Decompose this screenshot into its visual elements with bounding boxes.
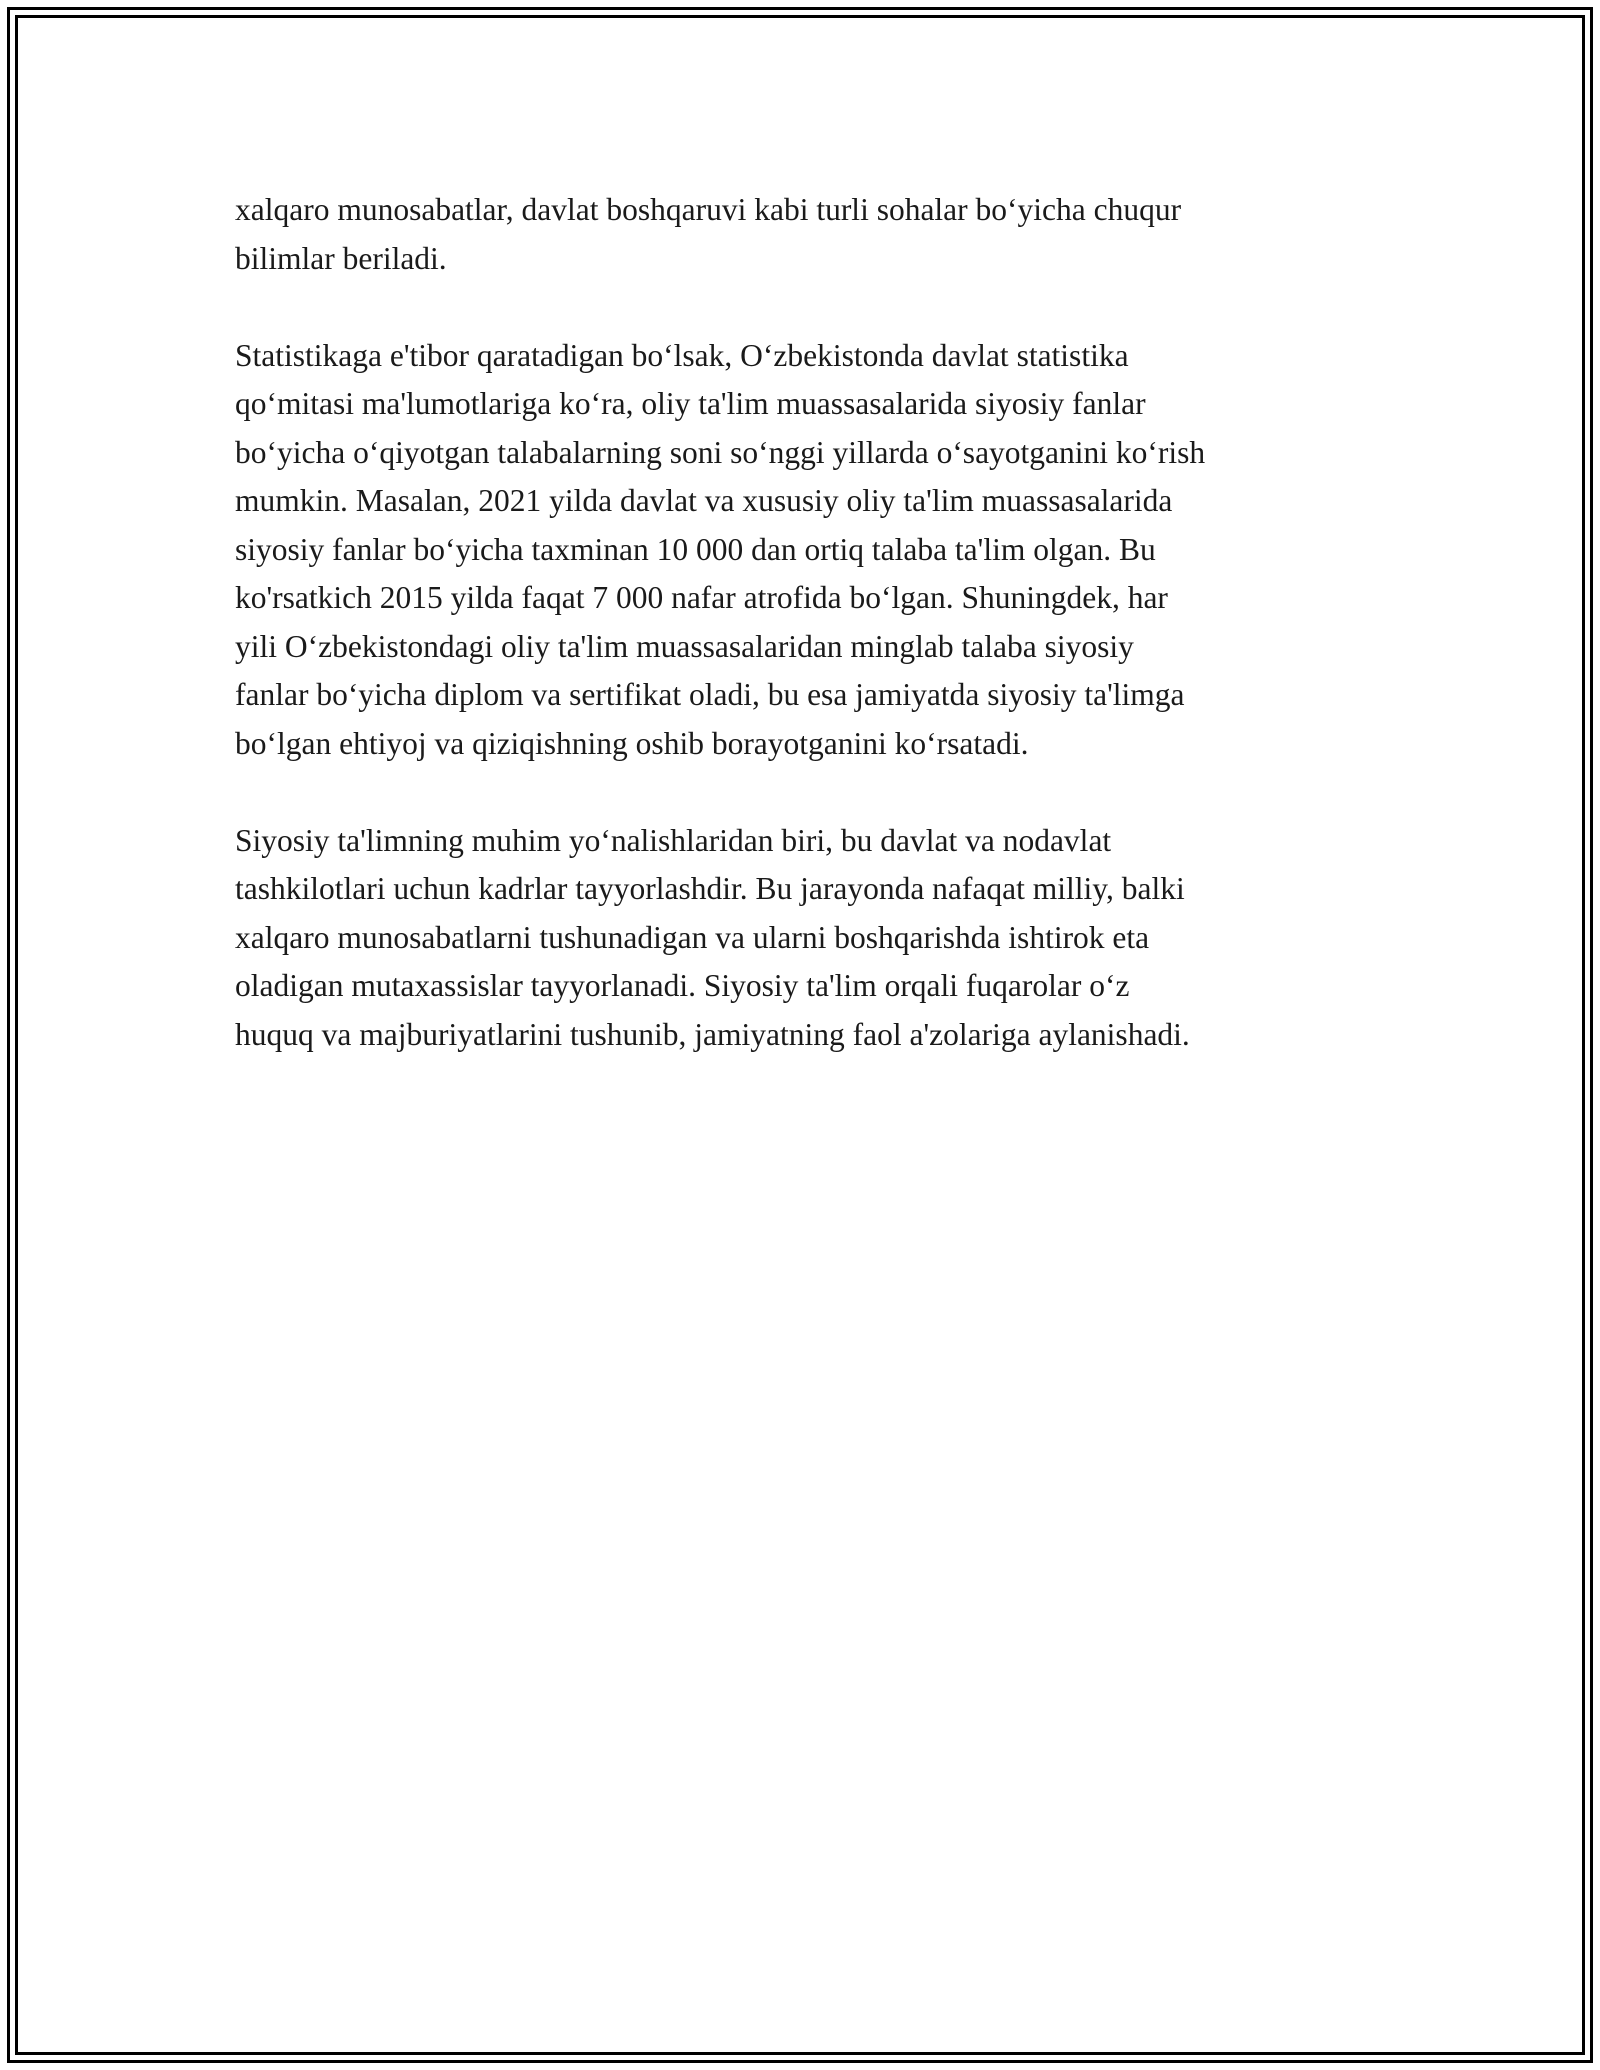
text-line: xalqaro munosabatlar, davlat boshqaruvi kabi turli sohalar bo‘yicha chuqur — [235, 192, 1182, 227]
text-line: bo‘lgan ehtiyoj va qiziqishning oshib borayotganini ko‘rsatadi. — [235, 725, 1029, 761]
text-line: yili O‘zbekistondagi oliy ta'lim muassasalaridan minglab talaba siyosiy — [235, 628, 1134, 664]
text-line: siyosiy fanlar bo‘yicha taxminan 10 000 dan ortiq talaba ta'lim olgan. Bu — [235, 531, 1156, 567]
text-line: qo‘mitasi ma'lumotlariga ko‘ra, oliy ta'lim muassasalarida siyosiy fanlar — [235, 386, 1146, 421]
text-line: Siyosiy ta'limning muhim yo‘nalishlaridan biri, bu davlat va nodavlat — [235, 822, 1112, 858]
text-line: oladigan mutaxassislar tayyorlanadi. Siyosiy ta'lim orqali fuqarolar o‘z — [235, 968, 1130, 1003]
document-body — [235, 186, 1395, 1108]
text-line: huquq va majburiyatlarini tushunib, jamiyatning faol a'zolariga aylanishadi. — [235, 1016, 1190, 1052]
paragraph-2 — [235, 332, 1395, 769]
text-line: mumkin. Masalan, 2021 yilda davlat va xususiy oliy ta'lim muassasalarida — [235, 483, 1173, 518]
text-line: fanlar bo‘yicha diplom va sertifikat oladi, bu esa jamiyatda siyosiy ta'limga — [235, 677, 1185, 712]
text-line: bo‘yicha o‘qiyotgan talabalarning soni so‘nggi yillarda o‘sayotganini ko‘rish — [235, 434, 1206, 470]
text-line: Statistikaga e'tibor qaratadigan bo‘lsak, O‘zbekistonda davlat statistika — [235, 337, 1129, 373]
text-line: ko'rsatkich 2015 yilda faqat 7 000 nafar atrofida bo‘lgan. Shuningdek, har — [235, 580, 1168, 615]
text-line: bilimlar beriladi. — [235, 240, 447, 276]
paragraph-1 — [235, 186, 1395, 283]
paragraph-3 — [235, 817, 1395, 1060]
text-line: tashkilotlari uchun kadrlar tayyorlashdir. Bu jarayonda nafaqat milliy, balki — [235, 871, 1185, 906]
text-line: xalqaro munosabatlarni tushunadigan va ularni boshqarishda ishtirok eta — [235, 919, 1150, 955]
